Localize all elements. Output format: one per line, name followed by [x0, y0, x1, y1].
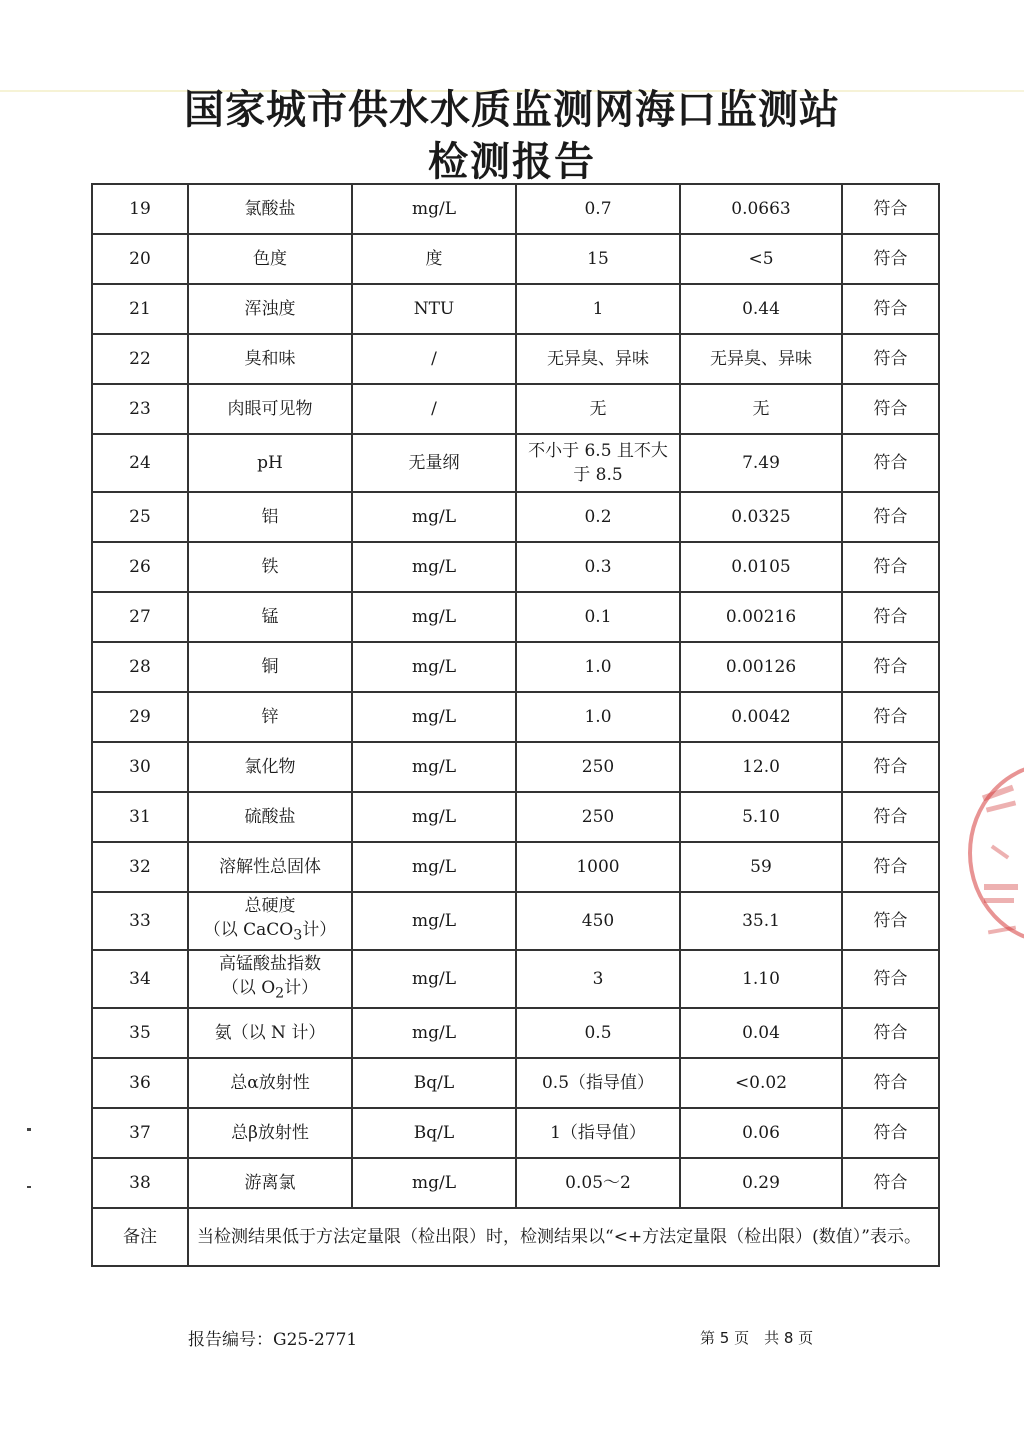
indicator-name: 铁 — [188, 542, 352, 592]
indicator-line — [193, 976, 347, 1005]
table-row — [92, 842, 939, 892]
verdict-cell: 符合 — [842, 950, 939, 1008]
result-cell: 0.04 — [680, 1008, 842, 1058]
row-number: 19 — [92, 184, 188, 234]
indicator-name: 游离氯 — [188, 1158, 352, 1208]
limit-cell: 15 — [516, 234, 680, 284]
row-number: 20 — [92, 234, 188, 284]
page-title: 国家城市供水水质监测网海口监测站 — [184, 87, 840, 133]
stamp-mark — [982, 785, 1014, 802]
row-number: 23 — [92, 384, 188, 434]
indicator-name: 铜 — [188, 642, 352, 692]
indicator-name: 硫酸盐 — [188, 792, 352, 842]
limit-cell: 0.7 — [516, 184, 680, 234]
stamp-mark — [984, 898, 1014, 903]
limit-cell: 250 — [516, 742, 680, 792]
row-number: 38 — [92, 1158, 188, 1208]
indicator-name: 色度 — [188, 234, 352, 284]
limit-cell: 1.0 — [516, 692, 680, 742]
limit-cell: 1.0 — [516, 642, 680, 692]
unit-cell: mg/L — [352, 184, 516, 234]
row-number: 36 — [92, 1058, 188, 1108]
indicator-line: 总硬度 — [244, 896, 296, 917]
unit-cell: NTU — [352, 284, 516, 334]
table-row — [92, 792, 939, 842]
stamp-mark — [988, 926, 1016, 935]
result-cell: 1.10 — [680, 950, 842, 1008]
result-cell: 0.0663 — [680, 184, 842, 234]
verdict-cell: 符合 — [842, 434, 939, 492]
result-cell: 无 — [680, 384, 842, 434]
page-subtitle: 检测报告 — [428, 139, 596, 185]
indicator-name: 锰 — [188, 592, 352, 642]
limit-cell: 0.5 — [516, 1008, 680, 1058]
row-number: 30 — [92, 742, 188, 792]
table-row — [92, 1058, 939, 1108]
indicator-name: 总β放射性 — [188, 1108, 352, 1158]
indicator-text: 计） — [284, 978, 319, 999]
verdict-cell: 符合 — [842, 492, 939, 542]
result-cell: 0.00216 — [680, 592, 842, 642]
limit-line: 于 8.5 — [573, 465, 623, 485]
table-row — [92, 742, 939, 792]
row-number: 29 — [92, 692, 188, 742]
result-cell: 35.1 — [680, 892, 842, 950]
table-row — [92, 950, 939, 1008]
stamp-ring — [968, 762, 1024, 944]
limit-cell — [516, 434, 680, 492]
row-number: 33 — [92, 892, 188, 950]
scan-speck — [27, 1186, 31, 1188]
unit-cell: mg/L — [352, 492, 516, 542]
indicator-name: 铝 — [188, 492, 352, 542]
row-number: 37 — [92, 1108, 188, 1158]
unit-cell: mg/L — [352, 950, 516, 1008]
result-cell: 5.10 — [680, 792, 842, 842]
result-cell: 0.00126 — [680, 642, 842, 692]
limit-cell: 1（指导值） — [516, 1108, 680, 1158]
row-number: 31 — [92, 792, 188, 842]
row-number: 35 — [92, 1008, 188, 1058]
unit-cell: mg/L — [352, 592, 516, 642]
results-table — [91, 183, 940, 1267]
unit-cell: mg/L — [352, 792, 516, 842]
table-row — [92, 892, 939, 950]
verdict-cell: 符合 — [842, 592, 939, 642]
unit-cell: / — [352, 334, 516, 384]
limit-line: 不小于 6.5 且不大 — [528, 441, 668, 461]
table-row — [92, 592, 939, 642]
limit-cell: 无 — [516, 384, 680, 434]
report-number: 报告编号：G25-2771 — [188, 1330, 358, 1350]
unit-cell: Bq/L — [352, 1058, 516, 1108]
unit-cell: 度 — [352, 234, 516, 284]
table-row — [92, 1008, 939, 1058]
subscript: 2 — [275, 985, 285, 1002]
verdict-cell: 符合 — [842, 184, 939, 234]
table-row — [92, 1158, 939, 1208]
unit-cell: mg/L — [352, 842, 516, 892]
limit-cell: 250 — [516, 792, 680, 842]
row-number: 28 — [92, 642, 188, 692]
row-number: 32 — [92, 842, 188, 892]
verdict-cell: 符合 — [842, 234, 939, 284]
table-row — [92, 692, 939, 742]
limit-cell: 0.2 — [516, 492, 680, 542]
limit-cell: 1000 — [516, 842, 680, 892]
result-cell: 59 — [680, 842, 842, 892]
official-stamp — [968, 762, 1024, 944]
indicator-name: 肉眼可见物 — [188, 384, 352, 434]
row-number: 21 — [92, 284, 188, 334]
limit-cell: 450 — [516, 892, 680, 950]
result-cell: 0.0325 — [680, 492, 842, 542]
indicator-name: 总α放射性 — [188, 1058, 352, 1108]
stamp-mark — [991, 845, 1010, 860]
result-cell: 7.49 — [680, 434, 842, 492]
verdict-cell: 符合 — [842, 542, 939, 592]
indicator-text: （以 CaCO — [203, 920, 294, 941]
verdict-cell: 符合 — [842, 1108, 939, 1158]
unit-cell: 无量纲 — [352, 434, 516, 492]
verdict-cell: 符合 — [842, 842, 939, 892]
scan-speck — [27, 1128, 31, 1131]
verdict-cell: 符合 — [842, 334, 939, 384]
indicator-name: 氨（以 N 计） — [188, 1008, 352, 1058]
unit-cell: mg/L — [352, 692, 516, 742]
page-indicator: 第 5 页 共 8 页 — [700, 1329, 814, 1347]
indicator-name: 溶解性总固体 — [188, 842, 352, 892]
row-number: 22 — [92, 334, 188, 384]
table-row — [92, 434, 939, 492]
verdict-cell: 符合 — [842, 892, 939, 950]
indicator-line: 高锰酸盐指数 — [219, 954, 321, 975]
unit-cell: mg/L — [352, 1158, 516, 1208]
limit-cell: 0.1 — [516, 592, 680, 642]
unit-cell: mg/L — [352, 1008, 516, 1058]
indicator-name: 锌 — [188, 692, 352, 742]
verdict-cell: 符合 — [842, 384, 939, 434]
row-number: 25 — [92, 492, 188, 542]
table-row — [92, 542, 939, 592]
remark-text: 当检测结果低于方法定量限（检出限）时，检测结果以“<+方法定量限（检出限）(数值）”表示。 — [188, 1208, 939, 1266]
indicator-line — [193, 918, 347, 947]
verdict-cell: 符合 — [842, 692, 939, 742]
subscript: 3 — [293, 927, 303, 944]
verdict-cell: 符合 — [842, 742, 939, 792]
result-cell: 0.0105 — [680, 542, 842, 592]
table-row — [92, 234, 939, 284]
row-number: 34 — [92, 950, 188, 1008]
indicator-text: 计） — [302, 920, 337, 941]
table-row — [92, 642, 939, 692]
verdict-cell: 符合 — [842, 642, 939, 692]
result-cell: <5 — [680, 234, 842, 284]
indicator-name: pH — [188, 434, 352, 492]
verdict-cell: 符合 — [842, 792, 939, 842]
result-cell: 无异臭、异味 — [680, 334, 842, 384]
row-number: 26 — [92, 542, 188, 592]
unit-cell: mg/L — [352, 892, 516, 950]
limit-cell: 0.05～2 — [516, 1158, 680, 1208]
result-cell: 0.29 — [680, 1158, 842, 1208]
verdict-cell: 符合 — [842, 1008, 939, 1058]
table-row — [92, 334, 939, 384]
indicator-name: 氯酸盐 — [188, 184, 352, 234]
indicator-name — [188, 950, 352, 1008]
indicator-name: 臭和味 — [188, 334, 352, 384]
indicator-name: 氯化物 — [188, 742, 352, 792]
result-cell: 0.44 — [680, 284, 842, 334]
row-number: 27 — [92, 592, 188, 642]
stamp-mark — [986, 800, 1016, 812]
remark-row — [92, 1208, 939, 1266]
table-row — [92, 384, 939, 434]
verdict-cell: 符合 — [842, 284, 939, 334]
indicator-name: 浑浊度 — [188, 284, 352, 334]
verdict-cell: 符合 — [842, 1058, 939, 1108]
table-row — [92, 184, 939, 234]
result-cell: <0.02 — [680, 1058, 842, 1108]
limit-cell: 0.5（指导值） — [516, 1058, 680, 1108]
unit-cell: Bq/L — [352, 1108, 516, 1158]
unit-cell: mg/L — [352, 642, 516, 692]
limit-cell: 0.3 — [516, 542, 680, 592]
limit-cell: 无异臭、异味 — [516, 334, 680, 384]
indicator-name — [188, 892, 352, 950]
indicator-text: （以 O — [221, 978, 276, 999]
row-number: 24 — [92, 434, 188, 492]
unit-cell: / — [352, 384, 516, 434]
result-cell: 0.06 — [680, 1108, 842, 1158]
table-row — [92, 1108, 939, 1158]
stamp-mark — [984, 884, 1018, 890]
result-cell: 12.0 — [680, 742, 842, 792]
verdict-cell: 符合 — [842, 1158, 939, 1208]
remark-label: 备注 — [92, 1208, 188, 1266]
result-cell: 0.0042 — [680, 692, 842, 742]
unit-cell: mg/L — [352, 542, 516, 592]
table-row — [92, 284, 939, 334]
limit-cell: 1 — [516, 284, 680, 334]
unit-cell: mg/L — [352, 742, 516, 792]
limit-cell: 3 — [516, 950, 680, 1008]
table-row — [92, 492, 939, 542]
